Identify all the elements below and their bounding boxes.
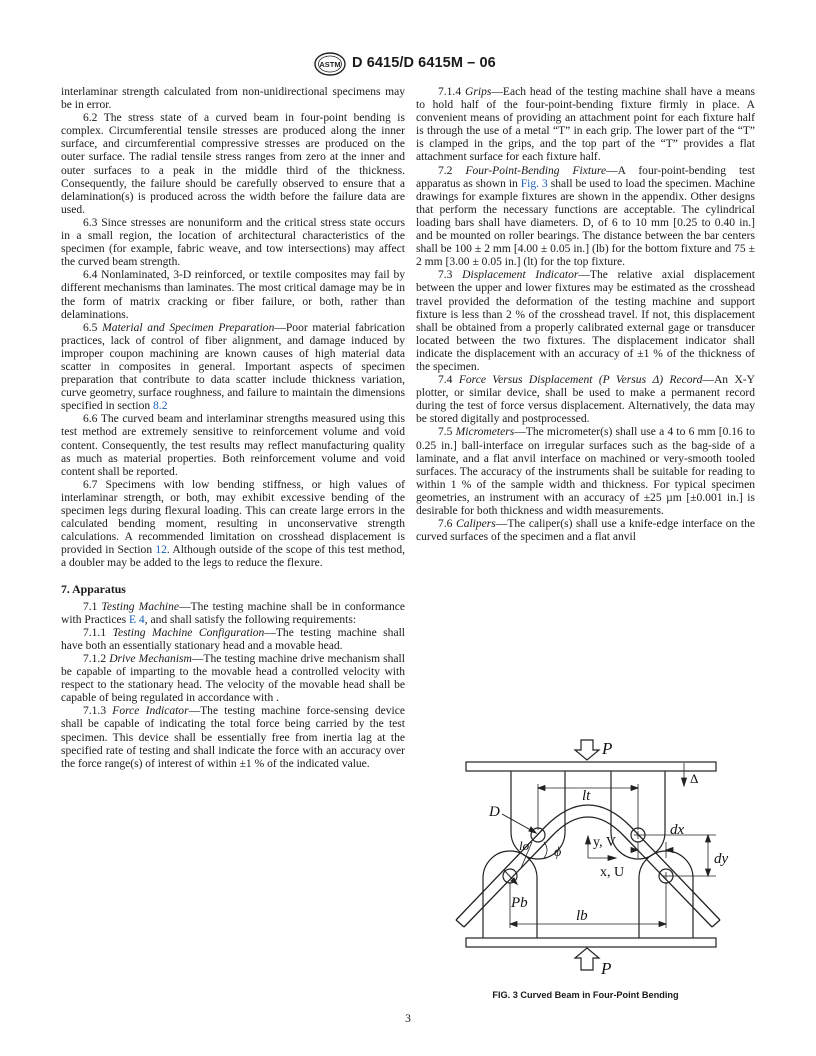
paragraph-6-6: 6.6 The curved beam and interlaminar strengths measured using this test method are extremely sensitive to reinforcement volume and void content. Consequently, the test results may reflect manufacturing quality as much as material properties. Both reinforcement volume and void content shall be reported. — [61, 413, 405, 478]
paragraph-7-6: 7.6 Calipers—The caliper(s) shall use a knife-edge interface on the curved surfaces of the specimen and a flat anvil — [416, 518, 755, 544]
paragraph-title: Micrometers — [455, 426, 515, 439]
paragraph-7-1-3: 7.1.3 Force Indicator—The testing machine force-sensing device shall be capable of indicating the total force being carried by the test specimen. This device shall be essentially free from inertia lag at the specified rate of testing and shall indicate the force with an accuracy over the force range(s) of interest of within ±1 % of the indicated value. — [61, 705, 406, 770]
left-column — [61, 86, 405, 771]
paragraph-6-5: 6.5 Material and Specimen Preparation—Poor material fabrication practices, lack of control of fiber alignment, and damage induced by improper coupon machining are known causes of high material data scatter in composites in general. Important aspects of specimen preparation that contribute to data scatter include thickness variation, curve geometry, surface roughness, and failure to maintain the dimensions specified in section 8.2 — [61, 321, 405, 413]
top-fixture-plate — [466, 762, 716, 771]
paragraph-7-1-4: 7.1.4 Grips—Each head of the testing machine shall have a means to hold half of the four-point-bending fixture firmly in place. A convenient means of providing an attachment point for each fixture half is through the use of a metal “T” in each grip. The lower part of the “T” is clamped in the grips, and the top part of the “T” provides a flat attachment surface for each fixture half. — [416, 86, 755, 164]
paragraph-6-3: 6.3 Since stresses are nonuniform and the critical stress state occurs in a small region, the location of architectural characteristics of the specimen (for example, fabric weave, and tow intersections) may affect the curved beam strength. — [61, 216, 405, 269]
label-p-bottom: P — [601, 959, 612, 978]
paragraph-title: Testing Machine Configuration — [112, 626, 265, 639]
practice-e4-link[interactable]: E 4 — [128, 613, 145, 626]
paragraph-title: Force Versus Displacement (P Versus Δ) Record — [458, 374, 703, 387]
top-load-arrow-icon — [575, 740, 599, 760]
label-x-u: x, U — [600, 865, 625, 880]
section-8-2-link[interactable]: 8.2 — [153, 400, 168, 413]
right-column — [416, 86, 755, 544]
paragraph-title: Displacement Indicator — [462, 269, 579, 282]
paragraph-6-2: 6.2 The stress state of a curved beam in four-point bending is complex. Circumferential tensile stresses are produced along the inner surface, and circumferential compressive stresses are produced on the outer surface. The radial tensile stress ranges from zero at the inner and outer surfaces to a peak in the middle third of the thickness. Consequently, the failure should be carefully observed to ensure that a delamination(s) is produced across the width before the failure data are used. — [61, 112, 405, 216]
paragraph-6-4: 6.4 Nonlaminated, 3-D reinforced, or textile composites may fail by different mechanisms than laminates. The most critical damage may be in the form of matrix cracking or fiber failure, or both, rather than delaminations. — [61, 269, 405, 321]
label-pb: Pb — [511, 895, 528, 911]
label-lo: lo — [519, 838, 530, 853]
label-d: D — [489, 804, 500, 820]
label-lt: lt — [582, 788, 591, 804]
svg-text:ASTM: ASTM — [319, 60, 341, 69]
paragraph-title: Material and Specimen Preparation — [102, 321, 275, 334]
paragraph-7-3: 7.3 Displacement Indicator—The relative axial displacement between the upper and lower fixtures may be estimated as the crosshead travel provided the deformation of the testing machine and support fixture is less than 2 % of the crosshead travel. If not, this displacement shall be obtained from a properly calibrated external gage or transducer located between the two fixtures. The displacement indicator shall indicate the displacement with an accuracy of ±1 % of the thickness of the specimen. — [416, 269, 755, 373]
page-header — [0, 52, 816, 78]
paragraph-7-1-1: 7.1.1 Testing Machine Configuration—The testing machine shall have both an essentially stationary head and a movable head. — [61, 626, 405, 652]
label-delta: Δ — [690, 771, 699, 786]
paragraph-title: Calipers — [456, 518, 496, 531]
document-id: D 6415/D 6415M – 06 — [352, 55, 496, 71]
label-dy: dy — [714, 851, 729, 867]
paragraph-6-7: 6.7 Specimens with low bending stiffness, or high values of interlaminar strength, or both, may exhibit excessive bending of the specimen legs during flexural loading. This can create large errors in the calculated bending moment, resulting in unconservative strength calculations. A recommended limitation on crosshead displacement is provided in Section 12. Although outside of the scope of this test method, a doubler may be added to the legs to reduce the flexure. — [61, 478, 405, 570]
paragraph-title: Testing Machine — [101, 600, 179, 613]
figure-caption: FIG. 3 Curved Beam in Four-Point Bending — [492, 990, 679, 1000]
curved-beam-diagram — [416, 730, 755, 988]
paragraph-continuation: interlaminar strength calculated from non-unidirectional specimens may be in error. — [61, 86, 405, 112]
paragraph-7-2: 7.2 Four-Point-Bending Fixture—A four-point-bending test apparatus as shown in Fig. 3 shall be used to load the specimen. Machine drawings for example fixtures are shown in the appendix. Other designs that perform the necessary functions are acceptable. The cylindrical loading bars shall have diameters. D, of 6 to 10 mm [0.25 to 0.40 in.] and be mounted on roller bearings. The distance between the bar centers shall be 100 ± 2 mm [4.00 ± 0.05 in.] (lb) for the bottom fixture and 75 ± 2 mm [3.00 ± 0.05 in.] (lt) for the top fixture. — [416, 164, 756, 269]
paragraph-title: Drive Mechanism — [109, 652, 192, 665]
paragraph-7-5: 7.5 Micrometers—The micrometer(s) shall use a 4 to 6 mm [0.16 to 0.25 in.] ball-interface on irregular surfaces such as the bag-side of a laminate, and a flat anvil interface on machined or very-smooth tooled surfaces. The accuracy of the instruments shall be suitable for reading to within 1 % of the sample width and thickness. For typical specimen geometries, an instrument with an accuracy of ±25 µm [±0.001 in.] is desirable for both thickness and width measurements. — [416, 426, 755, 517]
label-y-v: y, V — [593, 835, 616, 850]
paragraph-7-1-2: 7.1.2 Drive Mechanism—The testing machine drive mechanism shall be capable of imparting to the movable head a controlled velocity with respect to the stationary head. The velocity of the movable head shall be capable of being regulated in accordance with . — [61, 652, 405, 705]
bottom-load-arrow-icon — [575, 948, 599, 970]
bottom-fixture-plate — [466, 938, 716, 947]
astm-logo-icon — [313, 52, 347, 76]
label-phi: ϕ — [554, 845, 562, 860]
label-lb: lb — [576, 908, 588, 924]
paragraph-7-4: 7.4 Force Versus Displacement (P Versus Δ) Record—An X-Y plotter, or similar device, shall be used to make a permanent record during the test of force versus displacement. Alternatively, the data may be stored digitally and postprocessed. — [416, 374, 755, 426]
section-heading-apparatus: 7. Apparatus — [61, 582, 126, 597]
paragraph-title: Force Indicator — [112, 705, 189, 718]
section-12-link[interactable]: 12 — [155, 544, 167, 557]
figure-3 — [416, 730, 755, 988]
figure-3-link[interactable]: Fig. 3 — [520, 177, 548, 190]
page-number: 3 — [405, 1013, 411, 1025]
label-dx: dx — [670, 822, 685, 838]
paragraph-title: Four-Point-Bending Fixture — [465, 164, 607, 177]
paragraph-title: Grips — [465, 86, 492, 98]
label-p-top: P — [602, 739, 613, 758]
paragraph-7-1: 7.1 Testing Machine—The testing machine shall be in conformance with Practices E 4, and shall satisfy the following requirements: — [61, 600, 405, 626]
